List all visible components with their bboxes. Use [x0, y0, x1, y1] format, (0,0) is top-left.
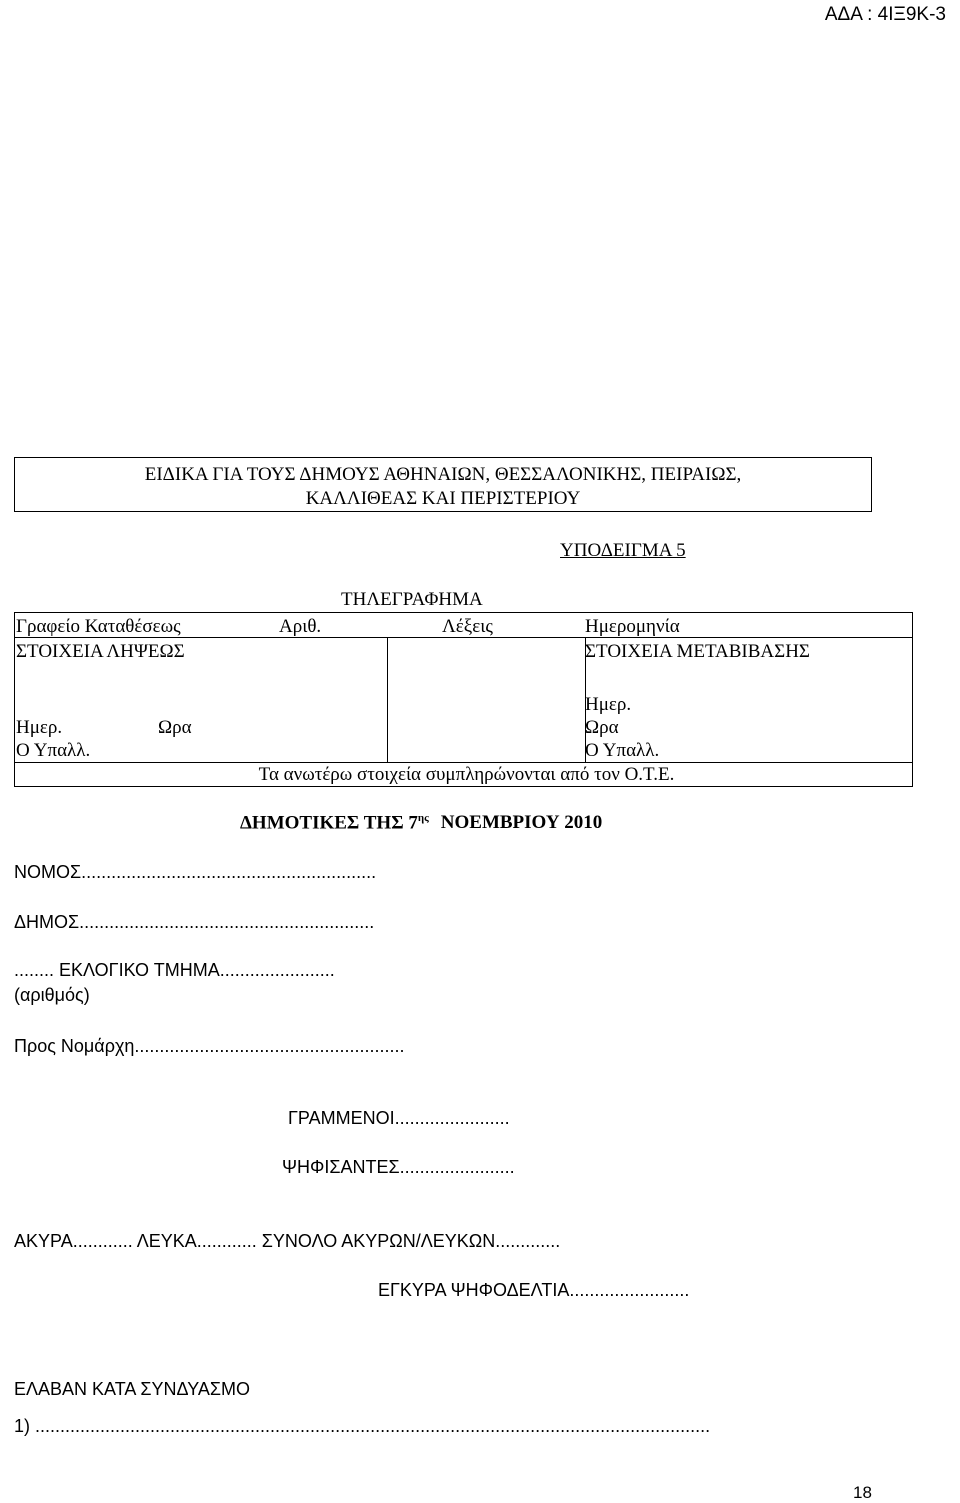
transmit-clerk: Ο Υπαλλ.: [585, 740, 660, 761]
telegram-table: [14, 612, 913, 787]
notice-line-2: ΚΑΛΛΙΘΕΑΣ ΚΑΙ ΠΕΡΙΣΤΕΡΙΟΥ: [305, 488, 581, 509]
date-label: Ημερομηνία: [585, 616, 680, 637]
number-note: (αριθμός): [14, 985, 90, 1005]
prefect-field: Προς Νομάρχη......................................................: [14, 1036, 405, 1056]
section-field: ........ ΕΚΛΟΓΙΚΟ ΤΜΗΜΑ.......................: [14, 960, 335, 980]
election-title-sup: ης: [417, 812, 429, 824]
column-divider-left: [387, 637, 388, 762]
registered-field: ΓΡΑΜΜΕΝΟΙ.......................: [288, 1108, 510, 1128]
number-label: Αριθ.: [279, 616, 322, 637]
combination-item-1: 1) .......................................................................................................................................: [14, 1416, 711, 1436]
voters-field: ΨΗΦΙΣΑΝΤΕΣ.......................: [282, 1157, 515, 1177]
transmit-date: Ημερ.: [585, 694, 632, 715]
receipt-header: ΣΤΟΙΧΕΙΑ ΛΗΨΕΩΣ: [16, 641, 185, 662]
election-title: [240, 812, 602, 834]
combination-heading: ΕΛΑΒΑΝ ΚΑΤΑ ΣΥΝΔΥΑΣΜΟ: [14, 1379, 251, 1399]
notice-line-1: ΕΙΔΙΚΑ ΓΙΑ ΤΟΥΣ ΔΗΜΟΥΣ ΑΘΗΝΑΙΩΝ, ΘΕΣΣΑΛΟΝΙΚΗΣ, ΠΕΙΡΑΙΩΣ,: [144, 464, 742, 485]
office-label: Γραφείο Καταθέσεως: [16, 616, 181, 637]
valid-ballots-field: ΕΓΚΥΡΑ ΨΗΦΟΔΕΛΤΙΑ........................: [378, 1280, 690, 1300]
receipt-time: Ωρα: [158, 717, 192, 738]
receipt-clerk: Ο Υπαλλ.: [16, 740, 91, 761]
receipt-date: Ημερ.: [16, 717, 63, 738]
transmit-time: Ωρα: [585, 717, 619, 738]
transmit-header: ΣΤΟΙΧΕΙΑ ΜΕΤΑΒΙΒΑΣΗΣ: [585, 641, 810, 662]
ada-code: ΑΔΑ : 4ΙΞ9Κ-3: [824, 4, 946, 25]
nomos-field: ΝΟΜΟΣ...........................................................: [14, 862, 377, 882]
words-label: Λέξεις: [442, 616, 493, 637]
election-title-date: ΝΟΕΜΒΡΙΟΥ 2010: [440, 812, 603, 834]
sample-label: ΥΠΟΔΕΙΓΜΑ 5: [560, 540, 686, 561]
special-notice-box: [14, 457, 872, 512]
dimos-field: ΔΗΜΟΣ...........................................................: [14, 912, 375, 932]
election-title-main: ΔΗΜΟΤΙΚΕΣ ΤΗΣ 7: [240, 812, 418, 834]
telegram-title: ΤΗΛΕΓΡΑΦΗΜΑ: [341, 589, 483, 610]
row-divider: [15, 637, 912, 638]
footer-divider: [15, 762, 912, 763]
page-number: 18: [853, 1483, 872, 1502]
ote-footnote: Τα ανωτέρω στοιχεία συμπληρώνονται από τον Ο.Τ.Ε.: [258, 764, 675, 785]
invalid-blank-line: ΑΚΥΡΑ............ ΛΕΥΚΑ............ ΣΥΝΟΛΟ ΑΚΥΡΩΝ/ΛΕΥΚΩΝ.............: [14, 1231, 561, 1251]
